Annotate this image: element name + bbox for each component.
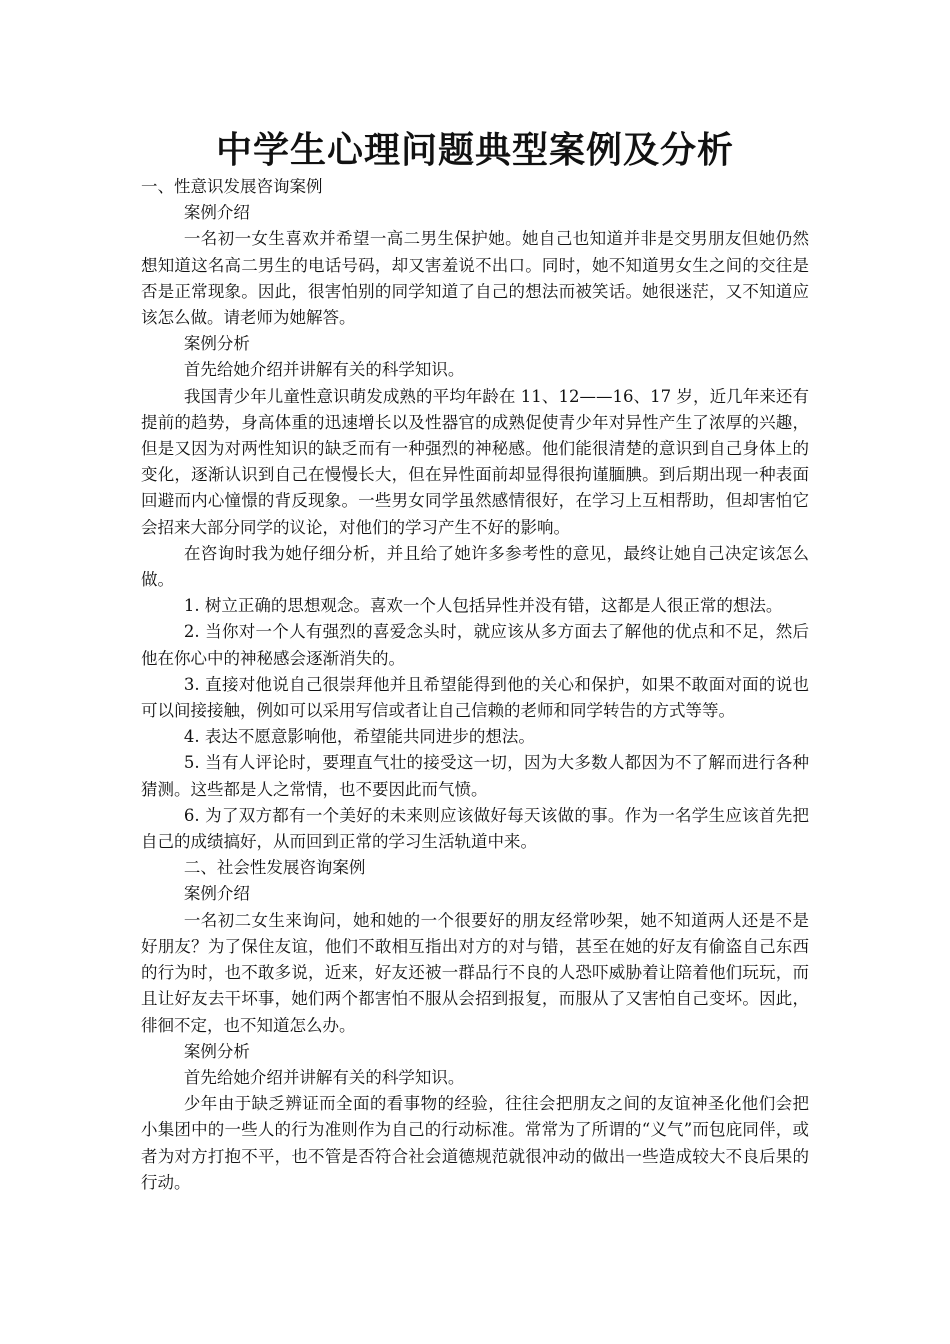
list-item: 6. 为了双方都有一个美好的未来则应该做好每天该做的事。作为一名学生应该首先把自己的成绩搞好，从而回到正常的学习生活轨道中来。 xyxy=(141,805,809,852)
list-item: 4. 表达不愿意影响他，希望能共同进步的想法。 xyxy=(183,727,535,747)
paragraph: 我国青少年儿童性意识萌发成熟的平均年龄在 11、12——16、17 岁，近几年来还有提前的趋势，身高体重的迅速增长以及性器官的成熟促使青少年对异性产生了浓厚的兴趣，但是又因为对两性知识的缺乏而有一种强烈的神秘感。他们能很清楚的意识到自己身体上的变化，逐渐认识到自己在慢慢长大，但在异性面前却显得很拘谨腼腆。到后期出现一种表面回避而内心憧憬的背反现象。一些男女同学虽然感情很好，在学习上互相帮助，但却害怕它会招来大部分同学的议论，对他们的学习产生不好的影响。 xyxy=(141,386,809,537)
subheading-case-analysis: 案例分析 xyxy=(183,1041,250,1061)
list-item: 5. 当有人评论时，要理直气壮的接受这一切，因为大多数人都因为不了解而进行各种猜测。这些都是人之常情，也不要因此而气愤。 xyxy=(141,753,809,799)
section-heading: 二、社会性发展咨询案例 xyxy=(183,858,366,878)
list-item: 2. 当你对一个人有强烈的喜爱念头时，就应该从多方面去了解他的优点和不足，然后他在你心中的神秘感会逐渐消失的。 xyxy=(141,622,809,668)
document-body xyxy=(141,174,809,1196)
paragraph: 少年由于缺乏辨证而全面的看事物的经验，往往会把朋友之间的友谊神圣化他们会把小集团中的一些人的行为准则作为自己的行动标准。常常为了所谓的“义气”而包庇同伴，或者为对方打抱不平，也不管是否符合社会道德规范就很冲动的做出一些造成较大不良后果的行动。 xyxy=(141,1094,809,1192)
subheading-case-intro: 案例介绍 xyxy=(183,203,250,223)
list-item: 3. 直接对他说自己很崇拜他并且希望能得到他的关心和保护，如果不敢面对面的说也可以间接接触，例如可以采用写信或者让自己信赖的老师和同学转告的方式等等。 xyxy=(141,674,809,721)
subheading-case-intro: 案例介绍 xyxy=(183,884,250,904)
paragraph: 在咨询时我为她仔细分析，并且给了她许多参考性的意见，最终让她自己决定该怎么做。 xyxy=(141,543,809,590)
section-heading: 一、性意识发展咨询案例 xyxy=(141,177,323,196)
paragraph: 一名初一女生喜欢并希望一高二男生保护她。她自己也知道并非是交男朋友但她仍然想知道这名高二男生的电话号码，却又害羞说不出口。同时，她不知道男女生之间的交往是否是正常现象。因此，很害怕别的同学知道了自己的想法而被笑话。她很迷茫，又不知道应该怎么做。请老师为她解答。 xyxy=(141,229,809,328)
paragraph: 一名初二女生来询问，她和她的一个很要好的朋友经常吵架，她不知道两人还是不是好朋友？为了保住友谊，他们不敢相互指出对方的对与错，甚至在她的好友有偷盗自己东西的行为时，也不敢多说，近来，好友还被一群品行不良的人恐吓威胁着让陪着他们玩玩，而且让好友去干坏事，她们两个都害怕不服从会招到报复，而服从了又害怕自己变坏。因此，徘徊不定，也不知道怎么办。 xyxy=(141,910,809,1035)
list-item: 1. 树立正确的思想观念。喜欢一个人包括异性并没有错，这都是人很正常的想法。 xyxy=(183,596,783,616)
paragraph: 首先给她介绍并讲解有关的科学知识。 xyxy=(183,1067,465,1087)
subheading-case-analysis: 案例分析 xyxy=(183,334,250,354)
document-title: 中学生心理问题典型案例及分析 xyxy=(215,129,734,171)
paragraph: 首先给她介绍并讲解有关的科学知识。 xyxy=(183,360,465,380)
